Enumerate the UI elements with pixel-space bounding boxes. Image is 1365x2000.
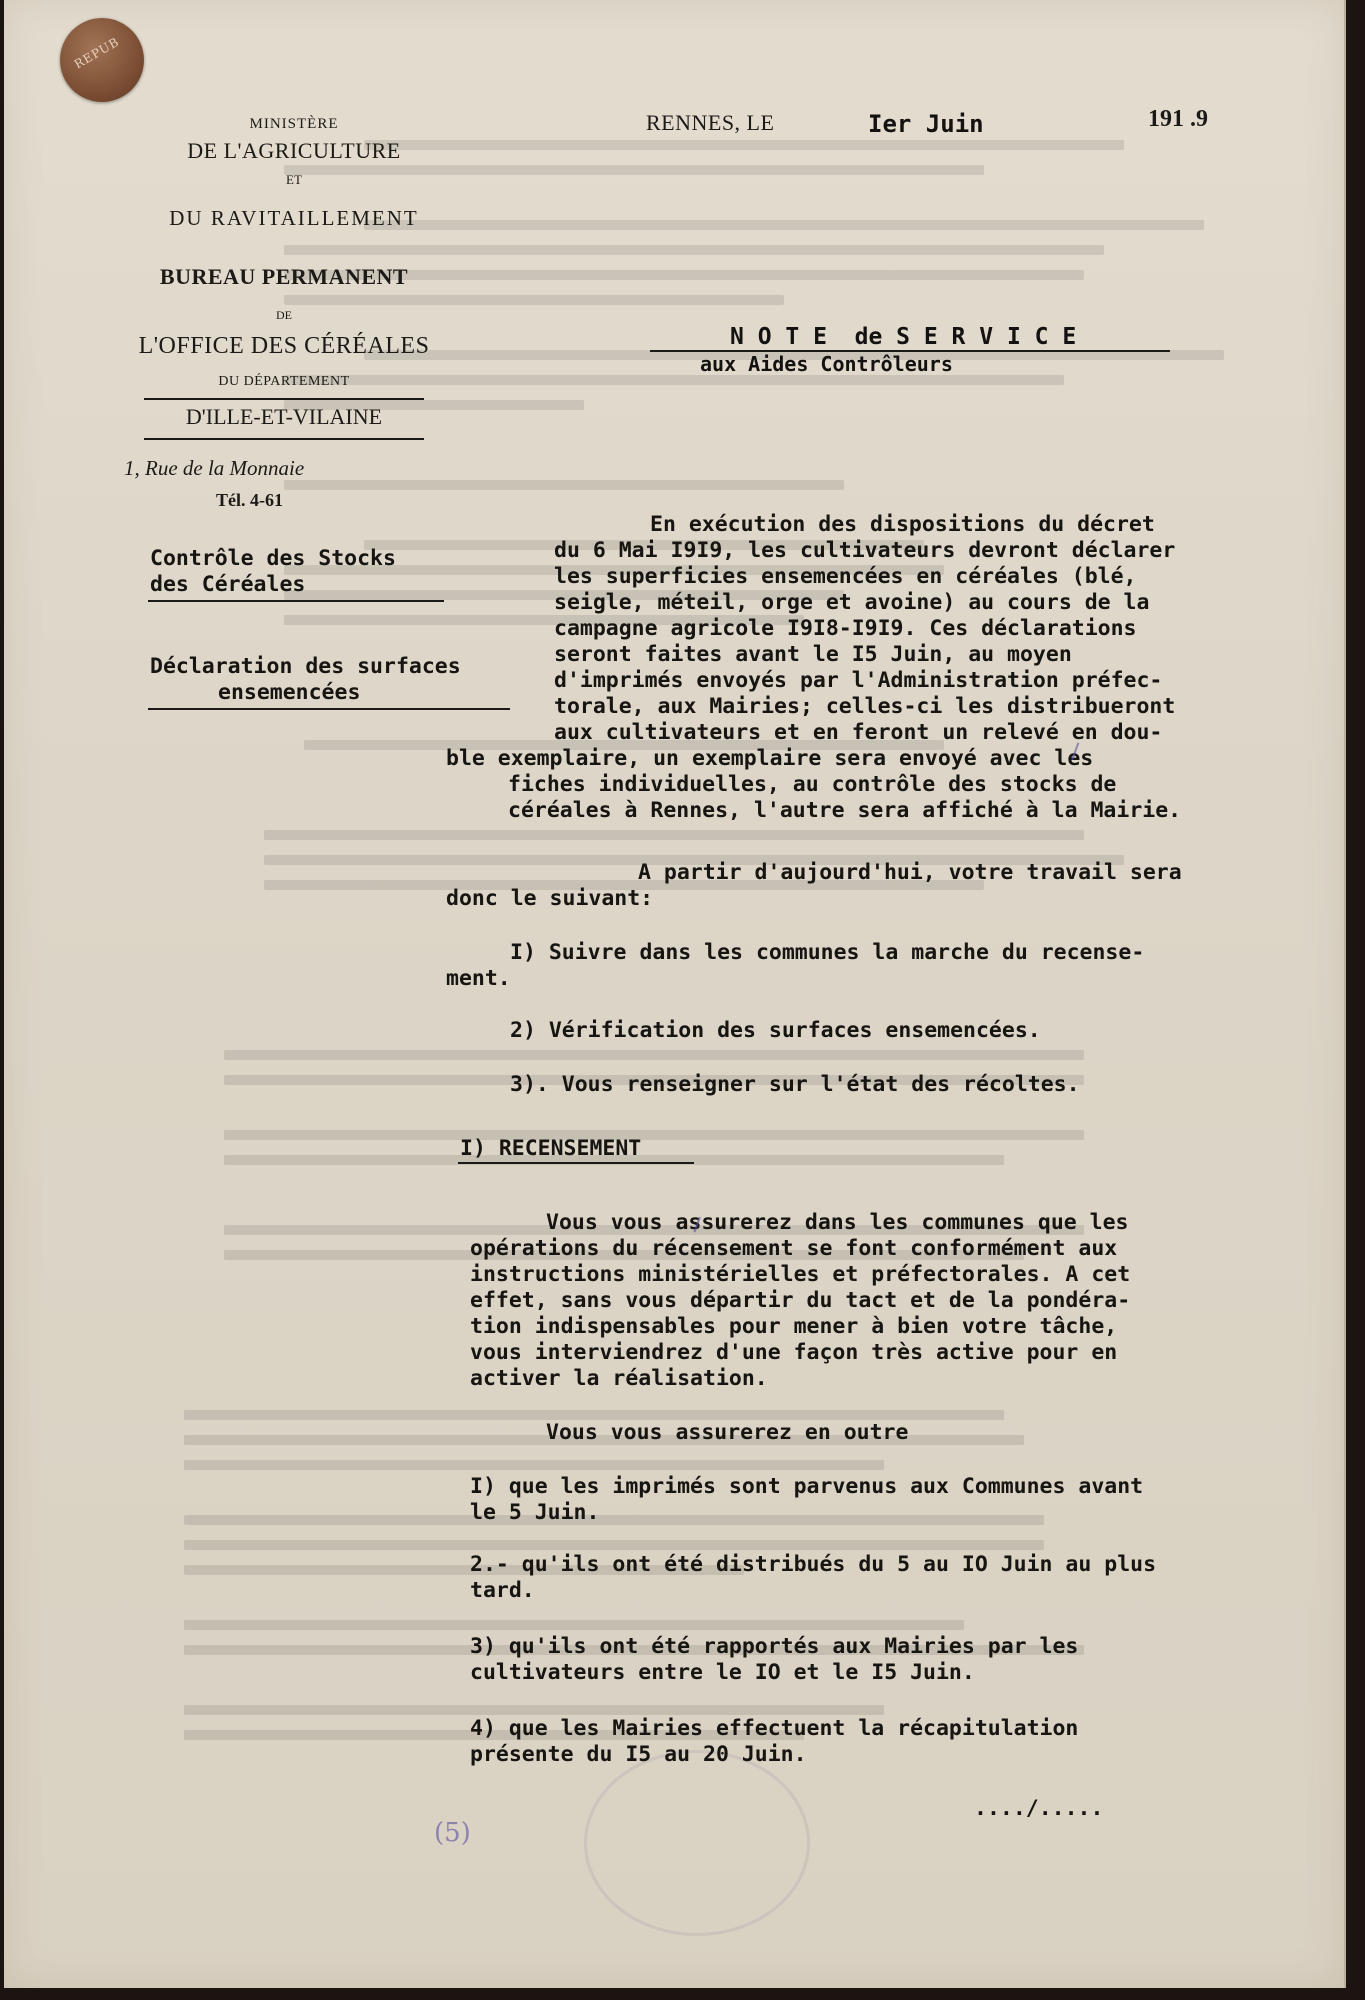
seal-stamp [60,18,144,102]
paragraph-decree-line: fiches individuelles, au contrôle des stocks de [508,772,1117,797]
note-subtitle: aux Aides Contrôleurs [700,352,953,376]
seal-stamp-text: REPUB [71,34,122,72]
paragraph-decree-line: les superficies ensemencées en céréales (blé, [554,564,1137,589]
letterhead-de: DE [276,308,292,322]
section-heading-recensement: I) RECENSEMENT [460,1136,642,1161]
paragraph-recensement-line: tion indispensables pour mener à bien votre tâche, [470,1314,1118,1339]
paragraph-work-line2: donc le suivant: [446,886,654,911]
letterhead-rule-top [144,398,424,400]
handwritten-page-number: (5) [434,1818,471,1848]
check-item-1-line1: I) que les imprimés sont parvenus aux Communes avant [470,1474,1144,1499]
paragraph-decree-line: torale, aux Mairies; celles-ci les distribueront [554,694,1176,719]
paragraph-decree-line: seigle, méteil, orge et avoine) au cours de la [554,590,1150,615]
paragraph-decree-line: d'imprimés envoyés par l'Administration préfec- [554,668,1163,693]
check-item-3-line2: cultivateurs entre le IO et le I5 Juin. [470,1660,975,1685]
letterhead-bureau: BUREAU PERMANENT [159,264,409,289]
letterhead-agriculture: DE L'AGRICULTURE [187,138,401,163]
paragraph-recensement-line: instructions ministérielles et préfectorales. A cet [470,1262,1131,1287]
check-item-3-line1: 3) qu'ils ont été rapportés aux Mairies par les [470,1634,1079,1659]
paragraph-decree-line: seront faites avant le I5 Juin, au moyen [554,642,1072,667]
margin-note-stocks-line2: des Céréales [150,572,306,597]
margin-note-surfaces-line1: Déclaration des surfaces [150,654,461,679]
dateline-date: Ier Juin [868,110,984,138]
paragraph-decree-line: En exécution des dispositions du décret [650,512,1155,537]
task-item-1-line2: ment. [446,966,511,991]
paragraph-recensement-line: effet, sans vous départir du tact et de la pondéra- [470,1288,1131,1313]
letterhead-ille-et-vilaine: D'ILLE-ET-VILAINE [185,404,383,429]
paragraph-decree-line: aux cultivateurs et en feront un relevé en dou- [554,720,1163,745]
check-item-1-line2: le 5 Juin. [470,1500,600,1525]
check-item-4-line1: 4) que les Mairies effectuent la récapitulation [470,1716,1079,1741]
margin-note-surfaces-line2: ensemencées [218,680,361,705]
paragraph-recensement-line: activer la réalisation. [470,1366,768,1391]
paragraph-recensement-line: vous interviendrez d'une façon très active pour en [470,1340,1118,1365]
letterhead-ravitaillement: DU RAVITAILLEMENT [169,206,419,230]
section-heading-underline [458,1162,694,1164]
check-item-4-line2: présente du I5 au 20 Juin. [470,1742,807,1767]
margin-note-stocks-underline [148,600,444,602]
document-page [4,0,1346,1988]
dateline-city: RENNES, LE [646,110,775,135]
paragraph-decree-line: campagne agricole I9I8-I9I9. Ces déclarations [554,616,1137,641]
letterhead-rule-bottom [144,438,424,440]
margin-note-surfaces-underline [148,708,510,710]
paragraph-en-outre: Vous vous assurerez en outre [546,1420,909,1445]
continued-marker: ..../..... [974,1796,1104,1821]
letterhead-address: 1, Rue de la Monnaie [124,456,305,480]
dateline-year: 191 .9 [1148,106,1208,132]
task-item-2: 2) Vérification des surfaces ensemencées. [510,1018,1041,1043]
letterhead-telephone: Tél. 4-61 [216,490,283,510]
paragraph-decree-line: ble exemplaire, un exemplaire sera envoyé avec les [446,746,1094,771]
task-item-3: 3). Vous renseigner sur l'état des récoltes. [510,1072,1080,1097]
faint-stamp-mark [584,1750,810,1936]
task-item-1-line1: I) Suivre dans les communes la marche du recense- [510,940,1145,965]
paragraph-work-line1: A partir d'aujourd'hui, votre travail sera [638,860,1182,885]
paragraph-decree-line: du 6 Mai I9I9, les cultivateurs devront déclarer [554,538,1176,563]
letterhead-departement: DU DÉPARTEMENT [218,374,350,389]
letterhead-office: L'OFFICE DES CÉRÉALES [138,333,430,359]
check-item-2-line2: tard. [470,1578,535,1603]
paragraph-recensement-line: opérations du récensement se font conformément aux [470,1236,1118,1261]
paragraph-decree-line: céréales à Rennes, l'autre sera affiché à la Mairie. [508,798,1182,823]
check-item-2-line1: 2.- qu'ils ont été distribués du 5 au IO Juin au plus [470,1552,1157,1577]
note-title: N O T E de S E R V I C E [730,324,1077,350]
letterhead-et: ET [286,172,302,187]
margin-note-stocks-line1: Contrôle des Stocks [150,546,396,571]
paragraph-recensement-line: Vous vous assurerez dans les communes que les [546,1210,1129,1235]
letterhead-ministry: MINISTÈRE [249,116,339,132]
